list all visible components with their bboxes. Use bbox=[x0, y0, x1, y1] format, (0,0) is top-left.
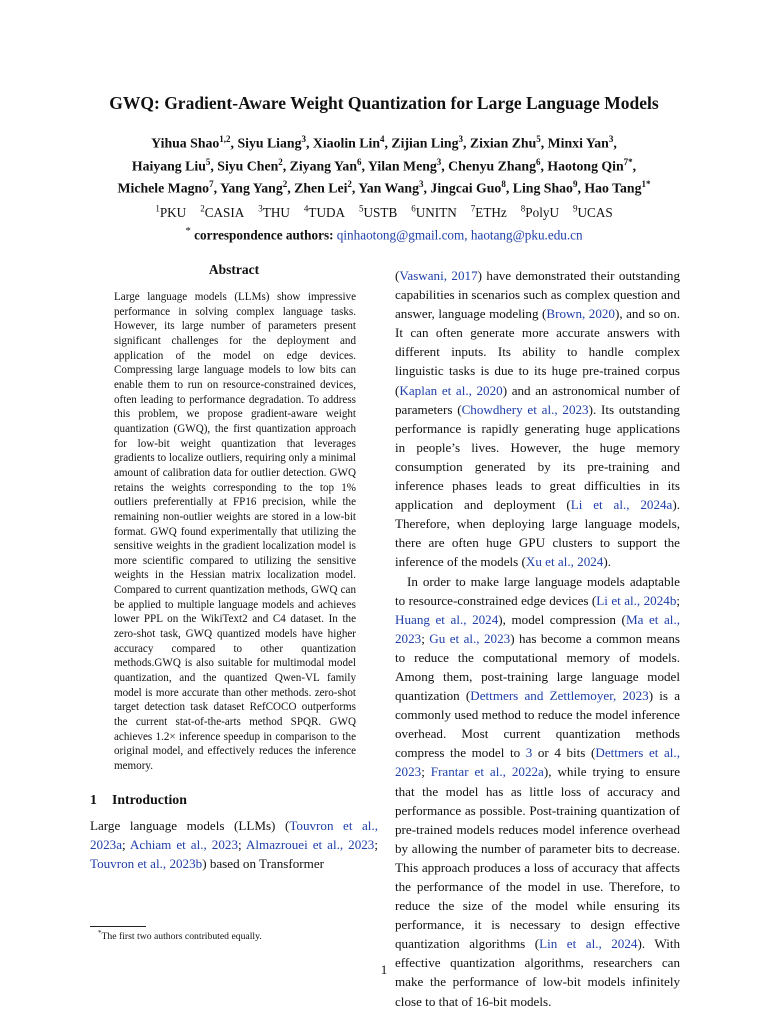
author-name: Zhen Lei bbox=[294, 180, 348, 196]
paragraph-text: ) is a commonly used method to reduce the model inference overhead. Most current quantization methods compress the model to bbox=[395, 688, 680, 761]
author-name: Yihua Shao bbox=[151, 135, 220, 151]
author-affiliation-sup: 3 bbox=[458, 134, 463, 144]
footnote-mark: * bbox=[98, 929, 102, 937]
author-affiliation-sup: 8 bbox=[501, 179, 506, 190]
author-affiliation-sup: 7 bbox=[209, 179, 214, 190]
paragraph-text: In order to make large language models adaptable to resource-constrained edge devices ( bbox=[395, 573, 680, 608]
author-line-3: Michele Magno$^7$, Yang Yang$^2$, Zhen Lei$^2$, Yan Wang$^3$, Jingcai Guo$^8$, Ling Shao$^9$, Hao Tang$^{1*}$ bbox=[117, 179, 651, 196]
author-name: Haotong Qin bbox=[547, 158, 624, 174]
author-affiliation-sup: 5 bbox=[205, 156, 211, 167]
paragraph-text: ; bbox=[374, 836, 378, 852]
paragraph-text: or 4 bits ( bbox=[532, 745, 596, 761]
citation-link[interactable]: Ma et al., 2023 bbox=[395, 611, 680, 646]
section-title: Introduction bbox=[112, 791, 187, 807]
section-heading-introduction bbox=[90, 792, 378, 808]
intro-paragraph-right-1 bbox=[395, 266, 680, 572]
author-affiliation-sup: 6 bbox=[357, 156, 362, 167]
citation-link[interactable]: Gu et al., 2023 bbox=[429, 630, 511, 646]
author-affiliation-sup: 3 bbox=[419, 179, 424, 190]
abstract-text: Large language models (LLMs) show impressive performance in solving complex language tasks. However, its large number of parameters present significant challenges for the deployment and application of the model on edge devices. Compressing large language models to low bits can enable them to run on resource-constrained devices, often leading to performance degradation. To address this problem, we propose gradient-aware weight quantization (GWQ), the first quantization approach for low-bit weight quantization that leverages gradients to localize outliers, requiring only a minimal amount of calibration data for outlier detection. GWQ retains the weights corresponding to the top 1% outliers preferentially at FP16 precision, while the remaining non-outlier weights are stored in a low-bit format. GWQ found experimentally that utilizing the sensitive weights in the gradient localization model is more scientific compared to utilizing the sensitive weights in the Hessian matrix localization model. Compared to current quantization methods, GWQ can be applied to multiple language models and achieves lower PPL on the WikiText2 and C4 dataset. In the zero-shot task, GWQ quantized models have higher accuracy compared to other quantization methods.GWQ is also suitable for multimodal model quantization, and the quantized Qwen-VL family model is more accurate than other methods. zero-shot target detection task dataset RefCOCO outperforms the current stat-of-the-arts method SPQR. GWQ achieves 1.2× inference speedup in comparison to the original model, and effectively reduces the inference memory. bbox=[114, 291, 356, 772]
paragraph-text: ). bbox=[603, 554, 611, 570]
author-affiliation-sup: 7* bbox=[623, 156, 633, 167]
citation-link[interactable]: Huang et al., 2024 bbox=[395, 611, 499, 627]
author-affiliation-sup: 3 bbox=[608, 134, 614, 144]
paragraph-text: ) have demonstrated their outstanding capabilities in scenarios such as complex question and answer, language modeling ( bbox=[395, 268, 680, 322]
correspondence-star: * bbox=[185, 225, 191, 238]
page-number: 1 bbox=[380, 962, 388, 977]
author-name: Haiyang Liu bbox=[131, 158, 206, 174]
author-affiliation-sup: 2 bbox=[347, 179, 352, 190]
citation-link[interactable]: Vaswani, 2017 bbox=[399, 268, 478, 283]
affiliation-item: $^7$ETHz bbox=[470, 204, 507, 221]
paragraph-text: ; bbox=[421, 764, 431, 780]
affiliation-item: $^1$PKU bbox=[155, 204, 187, 221]
author-affiliation-sup: 1,2 bbox=[219, 134, 231, 144]
author-affiliation-sup: 5 bbox=[536, 134, 541, 144]
paragraph-text: ; bbox=[238, 836, 246, 852]
citation-link[interactable]: Achiam et al., 2023 bbox=[129, 836, 238, 852]
citation-link[interactable]: Lin et al., 2024 bbox=[539, 936, 638, 952]
author-list bbox=[60, 130, 708, 198]
paragraph-text: ( bbox=[395, 268, 400, 283]
affiliation-item: $^3$THU bbox=[258, 204, 290, 221]
affiliation-item: $^8$PolyU bbox=[520, 204, 559, 221]
author-name: Ling Shao bbox=[512, 180, 573, 196]
affiliation-item: $^4$TUDA bbox=[303, 204, 346, 221]
author-affiliation-sup: 3 bbox=[301, 134, 306, 144]
author-line-2: Haiyang Liu$^5$, Siyu Chen$^2$, Ziyang Yan$^6$, Yilan Meng$^3$, Chenyu Zhang$^6$, Haotong Qin$^{7*}$, bbox=[131, 156, 637, 174]
citation-link[interactable]: Touvron et al., 2023b bbox=[90, 855, 203, 871]
citation-link[interactable]: 3 bbox=[525, 745, 533, 761]
citation-link[interactable]: Chowdhery et al., 2023 bbox=[461, 401, 589, 417]
paragraph-text: ). With effective quantization algorithms, researchers can make the performance of low-bit models infinitely close to that of 16-bit models. bbox=[395, 936, 681, 1009]
author-name: Hao Tang bbox=[584, 180, 642, 196]
paragraph-text: Large language models (LLMs) ( bbox=[90, 817, 290, 833]
paragraph-text: ) based on Transformer bbox=[202, 855, 325, 871]
author-name: Yilan Meng bbox=[367, 158, 437, 174]
author-name: Zixian Zhu bbox=[469, 135, 537, 151]
citation-link[interactable]: Brown, 2020 bbox=[546, 306, 615, 322]
correspondence-line bbox=[60, 222, 708, 244]
citation-link[interactable]: Touvron et al., 2023a bbox=[90, 817, 378, 852]
affiliation-list bbox=[60, 200, 708, 222]
affiliation-item: $^2$CASIA bbox=[200, 204, 245, 221]
citation-link[interactable]: Li et al., 2024a bbox=[570, 497, 673, 513]
author-name: Jingcai Guo bbox=[430, 180, 502, 196]
citation-link[interactable]: Almazrouei et al., 2023 bbox=[245, 836, 375, 852]
section-number: 1 bbox=[90, 791, 97, 807]
author-affiliation-sup: 2 bbox=[278, 156, 283, 167]
paragraph-text: ), and so on. It can often generate more accurate answers with different inputs. Its ability to handle complex linguistic tasks is due to its huge pre-trained corpus ( bbox=[395, 306, 680, 398]
author-name: Michele Magno bbox=[117, 180, 210, 196]
footnote-text: The first two authors contributed equally. bbox=[101, 931, 262, 943]
author-affiliation-sup: 6 bbox=[535, 156, 541, 167]
paper-title: GWQ: Gradient-Aware Weight Quantization for Large Language Models bbox=[109, 93, 659, 113]
citation-link[interactable]: Dettmers et al., 2023 bbox=[395, 745, 680, 780]
citation-link[interactable]: Kaplan et al., 2020 bbox=[399, 382, 503, 398]
citation-link[interactable]: Li et al., 2024b bbox=[596, 592, 677, 608]
paragraph-text: ), model compression ( bbox=[498, 611, 626, 627]
paragraph-text: ; bbox=[421, 630, 430, 646]
author-name: Yang Yang bbox=[219, 180, 283, 196]
paragraph-text: ; bbox=[676, 592, 681, 608]
author-name: Zijian Ling bbox=[391, 135, 459, 151]
author-affiliation-sup: 4 bbox=[380, 134, 385, 144]
affiliation-item: $^6$UNITN bbox=[411, 204, 457, 221]
citation-link[interactable]: Xu et al., 2024 bbox=[525, 554, 604, 570]
author-name: Siyu Chen bbox=[217, 158, 279, 174]
author-name: Yan Wang bbox=[358, 180, 420, 196]
intro-paragraph-right-2 bbox=[395, 572, 680, 1011]
correspondence-label: correspondence authors: bbox=[194, 227, 334, 243]
affiliation-item: $^5$USTB bbox=[359, 204, 398, 221]
author-name: Minxi Yan bbox=[547, 135, 609, 151]
author-name: Siyu Liang bbox=[237, 135, 302, 151]
correspondence-emails[interactable]: qinhaotong@gmail.com, haotang@pku.edu.cn bbox=[336, 227, 583, 243]
footnote-rule bbox=[90, 926, 146, 927]
author-affiliation-sup: 2 bbox=[282, 179, 288, 190]
affiliation-item: $^9$UCAS bbox=[573, 204, 613, 221]
citation-link[interactable]: Frantar et al., 2022a bbox=[430, 764, 544, 780]
author-name: Chenyu Zhang bbox=[448, 158, 536, 174]
citation-link[interactable]: Dettmers and Zettlemoyer, 2023 bbox=[470, 688, 649, 704]
author-affiliation-sup: 9 bbox=[572, 179, 578, 190]
left-column bbox=[90, 262, 378, 873]
author-name: Xiaolin Lin bbox=[312, 135, 380, 151]
abstract-heading: Abstract bbox=[208, 262, 260, 277]
author-name: Ziyang Yan bbox=[289, 158, 358, 174]
author-affiliation-sup: 1* bbox=[641, 179, 651, 190]
intro-paragraph-left bbox=[90, 816, 378, 873]
author-affiliation-sup: 3 bbox=[436, 156, 442, 167]
footnote bbox=[98, 929, 262, 942]
paragraph-text: ). Therefore, when deploying large language models, there are often huge GPU clusters to support the inference of the models ( bbox=[395, 497, 680, 570]
author-line-1: Yihua Shao$^{1,2}$, Siyu Liang$^3$, Xiaolin Lin$^4$, Zijian Ling$^3$, Zixian Zhu$^5$, Minxi Yan$^3$, bbox=[151, 134, 617, 151]
paragraph-text: ) and an astronomical number of parameters ( bbox=[395, 382, 680, 417]
paragraph-text: ), while trying to ensure that the model has as little loss of accuracy and performance as possible. Post-training quantization of pre-trained models reduces model inference overhead by allowing the number of parameter bits to decrease. This approach produces a loss of accuracy that affects the performance of the model in use. Therefore, to reduce the size of the model while ensuring its performance, it is necessary to design effective quantization algorithms ( bbox=[395, 764, 681, 952]
paragraph-text: ) has become a common means to reduce the computational memory of models. Among them, post-training large language model quantization ( bbox=[395, 630, 680, 704]
paragraph-text: ; bbox=[122, 836, 130, 852]
affiliations bbox=[60, 200, 708, 245]
right-column bbox=[395, 266, 680, 1011]
paragraph-text: ). Its outstanding performance is rapidly generating huge applications in people’s lives. However, the huge memory consumption generated by its pre-training and inference phases leads to great difficulties in its application and deployment ( bbox=[395, 401, 680, 513]
